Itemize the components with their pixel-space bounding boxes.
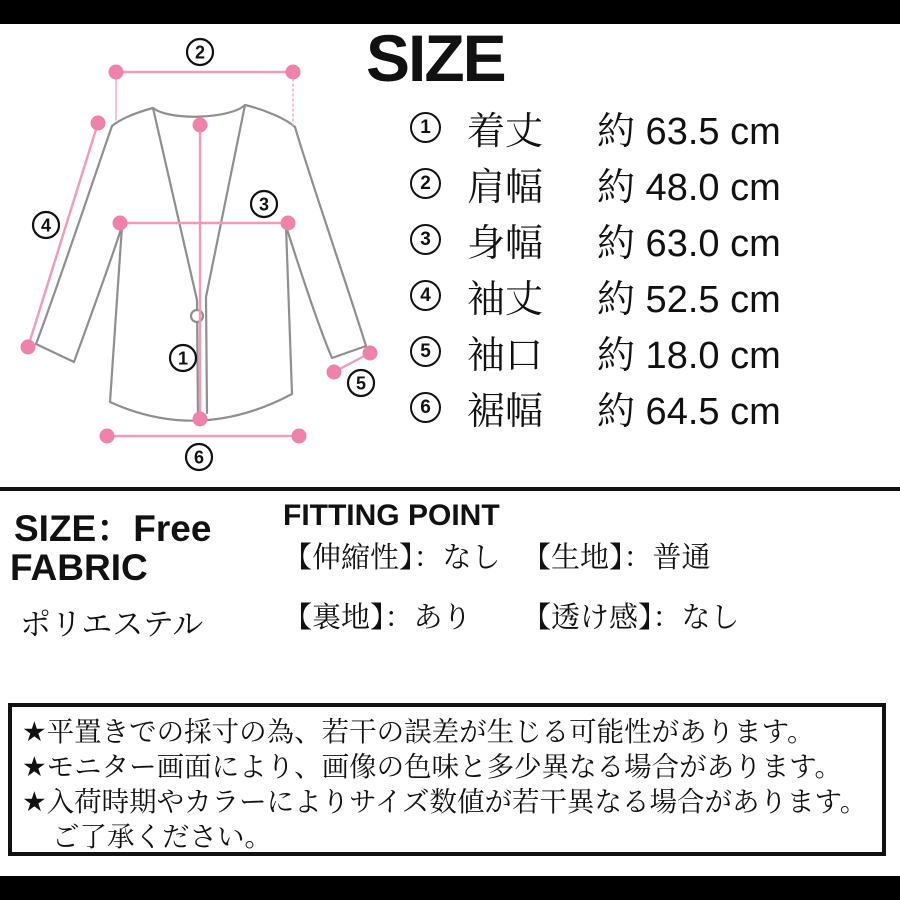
fitting-item-fabric: 【生地】：普通: [522, 542, 711, 574]
fabric-value: ポリエステル: [20, 607, 204, 642]
fitting-item-lining: 【裏地】：あり: [283, 602, 472, 634]
section-divider: [0, 487, 900, 491]
fitting-item-sheerness: 【透け感】：なし: [522, 602, 740, 634]
measure-dot: [193, 118, 208, 133]
svg-text:5: 5: [355, 373, 367, 394]
svg-text:1: 1: [177, 348, 189, 369]
diagram-label-1: [170, 345, 196, 371]
diagram-number-labels: [33, 39, 374, 470]
fitting-point-list: [283, 542, 740, 634]
measurement-value: 約 63.0 cm: [597, 222, 781, 265]
garment-left-sleeve: [36, 126, 122, 362]
fitting-point-title: FITTING POINT: [283, 499, 500, 532]
garment-right-front-edge: [206, 105, 245, 413]
note-line-1: ★平置きでの採寸の為、若干の誤差が生じる可能性があります。: [22, 716, 815, 747]
size-row-4: [410, 267, 781, 323]
size-free-label: SIZE：Free: [14, 508, 212, 549]
measure-dot: [281, 216, 296, 231]
circled-number-icon: 6: [410, 392, 441, 423]
circled-number-icon: 4: [410, 280, 441, 311]
measurement-label: 肩幅: [467, 166, 544, 209]
measurement-value: 約 48.0 cm: [597, 166, 781, 209]
garment-left-front-edge: [153, 108, 198, 420]
diagram-label-2: [187, 39, 213, 65]
measurement-value: 約 18.0 cm: [597, 334, 781, 377]
size-row-5: [410, 323, 781, 379]
measure-dot: [100, 429, 115, 444]
circled-number-icon: 3: [410, 224, 441, 255]
circled-number-icon: 5: [410, 336, 441, 367]
note-line-3: ★入荷時期やカラーによりサイズ数値が若干異なる場合があります。: [22, 786, 868, 817]
garment-diagram: [0, 24, 420, 488]
size-measurements-list: [410, 99, 781, 435]
svg-text:4: 4: [40, 215, 52, 236]
size-row-3: [410, 211, 781, 267]
measure-dot: [109, 65, 124, 80]
measurement-label: 身幅: [467, 222, 544, 265]
measure-dot: [363, 346, 378, 361]
measurement-label: 裾幅: [467, 390, 544, 433]
measurement-label: 袖口: [467, 334, 544, 377]
bottom-black-bar: [0, 876, 900, 900]
garment-left-shoulder: [112, 108, 153, 126]
svg-text:2: 2: [194, 42, 206, 63]
size-row-6: [410, 379, 781, 435]
fitting-item-stretch: 【伸縮性】：なし: [283, 542, 501, 574]
measurement-label: 袖丈: [467, 278, 544, 321]
measurement-value: 約 63.5 cm: [597, 110, 781, 153]
measure-dot: [91, 116, 106, 131]
measure-dot: [21, 340, 36, 355]
measurement-label: 着丈: [467, 110, 544, 153]
diagram-label-4: [33, 212, 59, 238]
garment-right-sleeve: [286, 127, 366, 358]
size-row-1: [410, 99, 781, 155]
fabric-heading: FABRIC: [10, 547, 148, 588]
garment-neckline: [153, 105, 245, 117]
measurement-value: 約 64.5 cm: [597, 390, 781, 433]
size-section-title: SIZE: [366, 21, 505, 95]
notes-box: [8, 703, 886, 856]
circled-number-icon: 1: [410, 112, 441, 143]
diagram-label-5: [348, 370, 374, 396]
note-line-4: ご了承ください。: [52, 821, 272, 852]
diagram-label-6: [186, 444, 212, 470]
measure-dot: [113, 216, 128, 231]
measurement-value: 約 52.5 cm: [597, 278, 781, 321]
measure-dot: [286, 65, 301, 80]
svg-text:6: 6: [193, 447, 205, 468]
diagram-label-3: [251, 191, 277, 217]
note-line-2: ★モニター画面により、画像の色味と多少異なる場合があります。: [22, 751, 842, 782]
svg-text:3: 3: [258, 194, 270, 215]
measure-dot: [327, 365, 342, 380]
measure-dot: [292, 429, 307, 444]
garment-right-shoulder: [245, 105, 295, 127]
size-row-2: [410, 155, 781, 211]
circled-number-icon: 2: [410, 168, 441, 199]
measure-dot: [193, 412, 208, 427]
